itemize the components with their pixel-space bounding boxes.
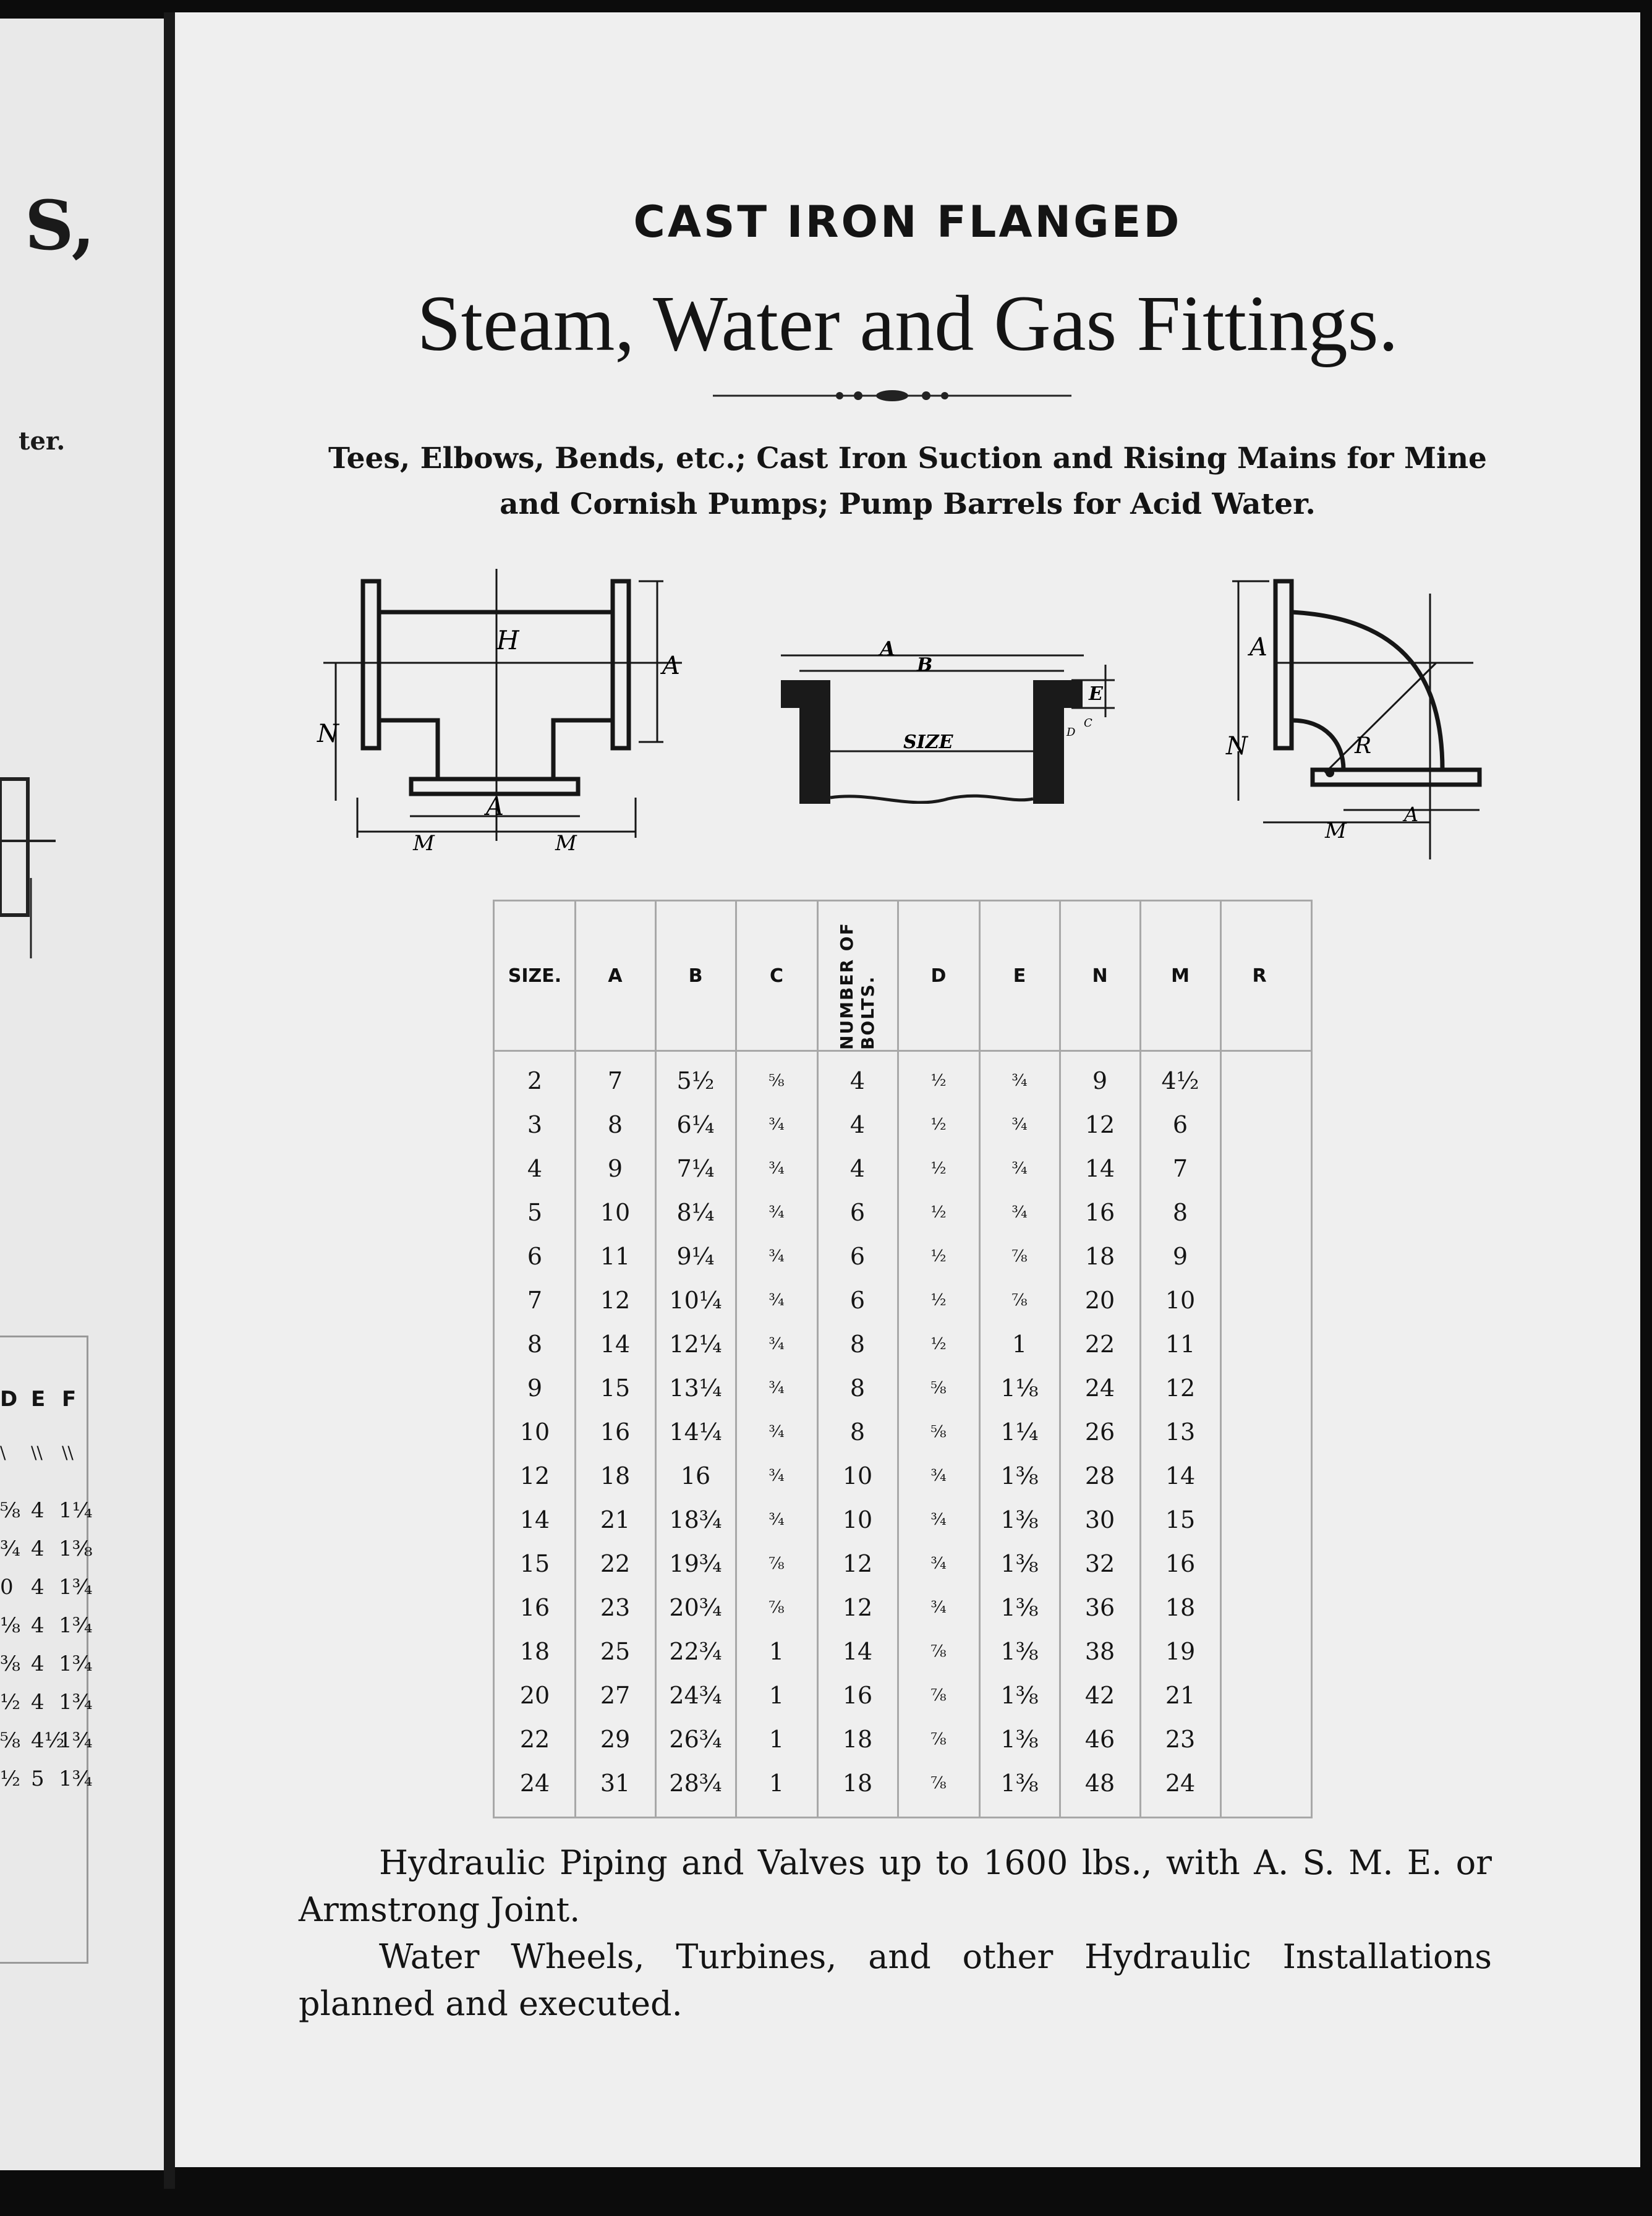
table-cell: 16 [1084, 1199, 1115, 1226]
left-page-drawing-fragment [0, 754, 62, 965]
table-cell: 31 [600, 1770, 631, 1797]
table-cell [1220, 1542, 1298, 1585]
table-cell: ⅝ [769, 1072, 785, 1090]
page-description: Tees, Elbows, Bends, etc.; Cast Iron Suction and Rising Mains for Mine and Cornish Pumps; Pump Barrels for Acid Water. [328, 441, 1487, 521]
table-cell: ¾ [1011, 1159, 1028, 1178]
flange-label-c: C [1084, 717, 1092, 730]
table-cell: 3 [527, 1111, 543, 1138]
fittings-dimension-table [493, 900, 1313, 1818]
table-cell: ¾ [769, 1335, 785, 1353]
table-cell: 14 [1084, 1155, 1115, 1182]
main-page [175, 12, 1640, 2167]
table-cell: 16 [600, 1418, 631, 1446]
table-cell: ¾ [769, 1423, 785, 1441]
table-cell: 8 [849, 1331, 866, 1358]
table-cell: 14 [519, 1506, 550, 1533]
table-cell: ⅝ [930, 1379, 947, 1397]
table-cell: 4½ [1161, 1067, 1199, 1094]
table-cell: ⅞ [769, 1598, 785, 1617]
tee-label-m-right: M [555, 831, 577, 856]
table-cell: ½ [930, 1291, 947, 1310]
table-cell: 32 [1084, 1550, 1115, 1577]
table-cell: 1⅜ [1000, 1462, 1039, 1489]
table-cell: ⅞ [1011, 1291, 1028, 1310]
table-cell: 21 [600, 1506, 631, 1533]
table-cell: 24 [519, 1770, 550, 1797]
table-cell: 42 [1084, 1682, 1115, 1709]
flange-label-size: SIZE [903, 731, 953, 753]
table-cell: ⅞ [930, 1642, 947, 1661]
table-cell [1220, 1191, 1298, 1234]
table-cell: 6 [1172, 1111, 1188, 1138]
table-cell [1220, 1454, 1298, 1498]
table-cell: 8 [1172, 1199, 1188, 1226]
flange-label-a: A [880, 637, 895, 660]
table-cell: 12¼ [669, 1331, 722, 1358]
table-cell: 22¾ [669, 1638, 722, 1665]
table-cell: 9¼ [676, 1243, 715, 1270]
table-header-cell: C [769, 965, 784, 987]
table-cell: 8¼ [676, 1199, 715, 1226]
table-cell: 9 [607, 1155, 623, 1182]
table-cell: ⅞ [930, 1774, 947, 1792]
table-cell: 8 [849, 1418, 866, 1446]
table-cell: ¾ [769, 1115, 785, 1134]
table-cell: 12 [1165, 1374, 1196, 1402]
table-cell: 20 [1084, 1287, 1115, 1314]
table-cell: 18 [1084, 1243, 1115, 1270]
table-cell: ¾ [1011, 1203, 1028, 1222]
table-cell: 18 [842, 1726, 873, 1753]
table-cell: ⅞ [769, 1554, 785, 1573]
table-cell: 1⅜ [1000, 1726, 1039, 1753]
table-cell: 12 [842, 1550, 873, 1577]
tee-fitting-diagram [311, 556, 731, 859]
table-cell: ½ [930, 1115, 947, 1134]
table-cell: ¾ [930, 1598, 947, 1617]
table-cell: 29 [600, 1726, 631, 1753]
table-cell: ¾ [1011, 1072, 1028, 1090]
table-cell: ½ [930, 1247, 947, 1266]
table-cell: ¾ [769, 1467, 785, 1485]
table-cell: 7 [527, 1287, 543, 1314]
table-cell: 1⅛ [1000, 1374, 1039, 1402]
table-cell: 10 [519, 1418, 550, 1446]
table-cell [1220, 1323, 1298, 1366]
table-cell: 13 [1165, 1418, 1196, 1446]
table-cell: 18 [519, 1638, 550, 1665]
flange-label-e: E [1089, 683, 1103, 705]
table-cell: 28¾ [669, 1770, 722, 1797]
footer-text [299, 1839, 1492, 2027]
table-cell: 48 [1084, 1770, 1115, 1797]
page-subtitle: Steam, Water and Gas Fittings. [417, 279, 1399, 367]
table-cell: 38 [1084, 1638, 1115, 1665]
table-cell: 4 [849, 1155, 866, 1182]
table-cell: 23 [600, 1594, 631, 1621]
elbow-fitting-diagram [1201, 556, 1492, 866]
table-cell: 24¾ [669, 1682, 722, 1709]
table-cell: 19¾ [669, 1550, 722, 1577]
table-cell: ½ [930, 1072, 947, 1090]
table-cell: 5 [527, 1199, 543, 1226]
table-cell: ¾ [930, 1467, 947, 1485]
flange-label-b: B [917, 654, 933, 676]
table-cell: ¾ [930, 1554, 947, 1573]
left-page-heading-fragment: S, [25, 185, 95, 265]
flange-label-d: D [1067, 726, 1076, 739]
table-cell: 2 [527, 1067, 543, 1094]
table-cell: 26 [1084, 1418, 1115, 1446]
table-cell: ½ [930, 1203, 947, 1222]
table-cell: 14 [1165, 1462, 1196, 1489]
table-cell: 28 [1084, 1462, 1115, 1489]
table-cell: 1 [1011, 1331, 1028, 1358]
table-cell: 10 [1165, 1287, 1196, 1314]
table-cell: 16 [519, 1594, 550, 1621]
table-cell: ¾ [930, 1511, 947, 1529]
table-cell: 15 [1165, 1506, 1196, 1533]
table-cell: 22 [600, 1550, 631, 1577]
table-header-cell: M [1171, 965, 1190, 987]
ornament-divider [713, 383, 1071, 408]
table-header-cell: B [688, 965, 703, 987]
table-cell: 15 [600, 1374, 631, 1402]
table-cell [1220, 1103, 1298, 1146]
table-cell [1220, 1059, 1298, 1102]
table-cell: 20 [519, 1682, 550, 1709]
table-header-rule [495, 1050, 1311, 1052]
table-cell: 6 [527, 1243, 543, 1270]
table-cell [1220, 1366, 1298, 1410]
table-cell: 18¾ [669, 1506, 722, 1533]
elbow-label-m: M [1325, 819, 1347, 843]
table-cell: 7 [607, 1067, 623, 1094]
table-cell: 8 [527, 1331, 543, 1358]
table-cell: 9 [1172, 1243, 1188, 1270]
table-cell [1220, 1630, 1298, 1673]
table-cell [1220, 1498, 1298, 1541]
table-cell: 1⅜ [1000, 1594, 1039, 1621]
tee-label-a-bottom: A [486, 793, 504, 821]
table-header-cell: A [608, 965, 623, 987]
table-cell: 7¼ [676, 1155, 715, 1182]
table-cell: 8 [849, 1374, 866, 1402]
table-cell: 10¼ [669, 1287, 722, 1314]
table-cell: 10 [842, 1506, 873, 1533]
table-cell: 15 [519, 1550, 550, 1577]
table-cell: 1 [769, 1682, 785, 1709]
table-cell: 13¼ [669, 1374, 722, 1402]
table-cell: 22 [519, 1726, 550, 1753]
table-cell: 11 [1165, 1331, 1196, 1358]
table-cell: 18 [600, 1462, 631, 1489]
page-gutter [164, 12, 175, 2189]
table-cell [1220, 1147, 1298, 1190]
table-cell: 12 [1084, 1111, 1115, 1138]
table-cell: 16 [842, 1682, 873, 1709]
table-cell: 24 [1084, 1374, 1115, 1402]
table-cell: ¾ [769, 1203, 785, 1222]
table-cell: 1⅜ [1000, 1770, 1039, 1797]
table-cell: 22 [1084, 1331, 1115, 1358]
table-cell: 14 [842, 1638, 873, 1665]
table-cell: 26¾ [669, 1726, 722, 1753]
table-header-cell: D [930, 965, 947, 987]
table-cell: 18 [842, 1770, 873, 1797]
table-cell: 4 [849, 1067, 866, 1094]
table-cell: ¾ [769, 1511, 785, 1529]
table-cell: 25 [600, 1638, 631, 1665]
table-cell: ½ [930, 1159, 947, 1178]
table-cell: 20¾ [669, 1594, 722, 1621]
table-cell: ¾ [769, 1159, 785, 1178]
table-cell: 19 [1165, 1638, 1196, 1665]
table-header-cell: SIZE. [508, 965, 562, 987]
table-cell: 14 [600, 1331, 631, 1358]
table-cell: 23 [1165, 1726, 1196, 1753]
table-cell: ½ [930, 1335, 947, 1353]
table-cell: 16 [680, 1462, 711, 1489]
table-cell: 10 [600, 1199, 631, 1226]
table-cell: 1¼ [1000, 1418, 1039, 1446]
table-cell: 7 [1172, 1155, 1188, 1182]
left-page-table-fragment: D E F \ \\ \\ ⅝ 4 1¼ ¾ 4 1⅜ 0 4 1¾ ⅛ 4 1¾ ⅜ 4 1¾ ½ 4 1¾ ⅝ 4½ 1¾ ½ 5 1¾ [0, 1336, 88, 1964]
table-cell [1220, 1762, 1298, 1805]
table-cell: 1⅜ [1000, 1638, 1039, 1665]
table-cell: ¾ [769, 1379, 785, 1397]
table-cell: ¾ [769, 1291, 785, 1310]
tee-label-h: H [496, 625, 519, 655]
table-cell: 4 [527, 1155, 543, 1182]
table-cell: 10 [842, 1462, 873, 1489]
table-cell: 6 [849, 1243, 866, 1270]
table-cell: 21 [1165, 1682, 1196, 1709]
flange-section-diagram [762, 637, 1127, 804]
table-cell: 12 [519, 1462, 550, 1489]
elbow-label-r: R [1355, 733, 1372, 759]
table-cell: 24 [1165, 1770, 1196, 1797]
footer-paragraph-water-wheels: Water Wheels, Turbines, and other Hydraulic Installations planned and executed. [299, 1937, 1492, 2023]
table-cell [1220, 1586, 1298, 1629]
table-cell: 11 [600, 1243, 631, 1270]
table-cell: ¾ [769, 1247, 785, 1266]
table-cell: 27 [600, 1682, 631, 1709]
table-cell: ¾ [1011, 1115, 1028, 1134]
table-cell [1220, 1674, 1298, 1717]
tee-label-a-right: A [662, 652, 680, 680]
table-cell [1220, 1235, 1298, 1278]
table-cell: 30 [1084, 1506, 1115, 1533]
table-cell: 12 [842, 1594, 873, 1621]
table-cell: 6 [849, 1199, 866, 1226]
table-cell: 9 [1092, 1067, 1108, 1094]
table-header-cell: R [1252, 965, 1267, 987]
table-cell: 16 [1165, 1550, 1196, 1577]
table-cell: 1 [769, 1638, 785, 1665]
table-header-cell: N [1092, 965, 1108, 987]
table-cell: ⅞ [930, 1730, 947, 1749]
table-cell: 6 [849, 1287, 866, 1314]
table-header-cell: E [1013, 965, 1026, 987]
tee-label-n: N [317, 720, 339, 748]
table-cell: 36 [1084, 1594, 1115, 1621]
left-page-fragment [0, 19, 164, 2170]
table-cell: 4 [849, 1111, 866, 1138]
table-cell [1220, 1410, 1298, 1454]
table-cell: 5½ [676, 1067, 715, 1094]
table-cell: ⅞ [930, 1686, 947, 1705]
table-cell: 1 [769, 1726, 785, 1753]
table-cell: 14¼ [669, 1418, 722, 1446]
table-cell [1220, 1718, 1298, 1761]
table-cell: 9 [527, 1374, 543, 1402]
table-header-cell: NUMBER OF BOLTS. [837, 922, 878, 1050]
table-cell: ⅝ [930, 1423, 947, 1441]
table-cell: 12 [600, 1287, 631, 1314]
table-cell: 6¼ [676, 1111, 715, 1138]
footer-paragraph-hydraulic-piping: Hydraulic Piping and Valves up to 1600 lbs., with A. S. M. E. or Armstrong Joint. [299, 1843, 1492, 1929]
elbow-label-a-bottom: A [1404, 803, 1419, 826]
table-cell: 8 [607, 1111, 623, 1138]
tee-label-m-left: M [413, 831, 435, 856]
table-cell: 1⅜ [1000, 1682, 1039, 1709]
left-page-text-fragment: ter. [19, 427, 66, 456]
table-cell: 1⅜ [1000, 1550, 1039, 1577]
table-cell: 46 [1084, 1726, 1115, 1753]
elbow-label-a-left: A [1250, 633, 1267, 662]
elbow-label-n: N [1226, 732, 1248, 761]
table-cell [1220, 1279, 1298, 1322]
table-cell: 18 [1165, 1594, 1196, 1621]
table-cell: ⅞ [1011, 1247, 1028, 1266]
table-cell: 1 [769, 1770, 785, 1797]
page-title: CAST IRON FLANGED [633, 197, 1182, 247]
table-cell: 1⅜ [1000, 1506, 1039, 1533]
